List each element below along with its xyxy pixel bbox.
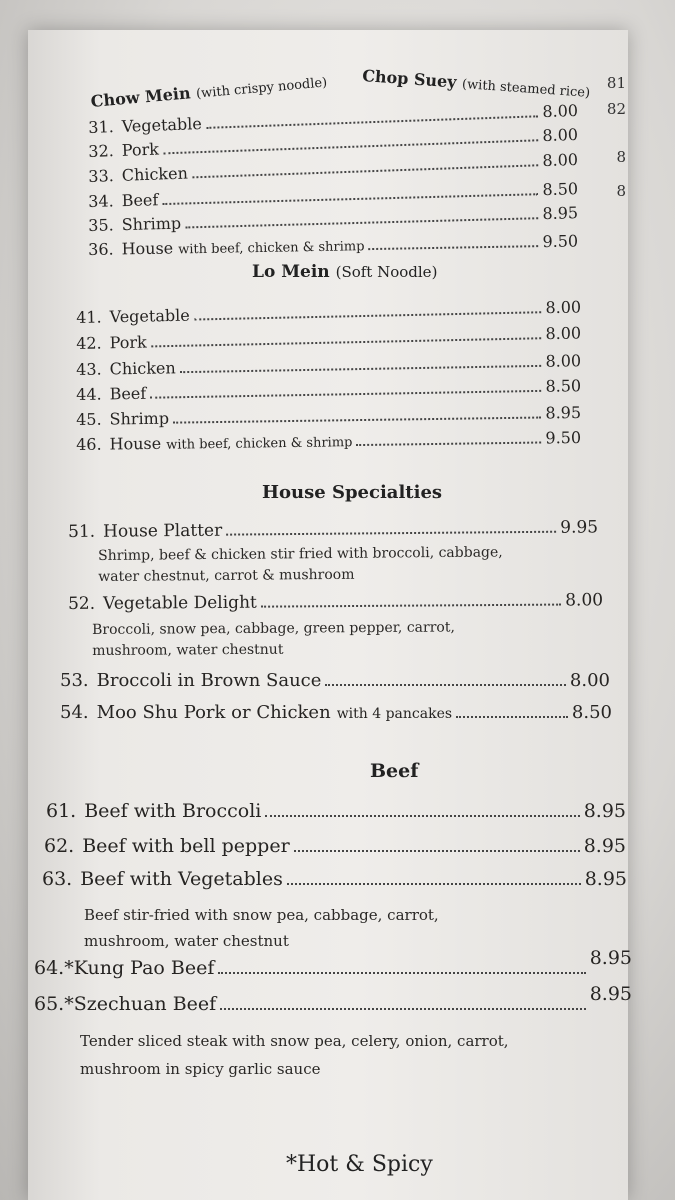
item-51-description (98, 542, 503, 588)
next-page-edge (600, 70, 628, 330)
chop-suey-subtitle: (with steamed rice) (461, 76, 591, 101)
item-52-description (92, 617, 455, 662)
chow-mein-heading (90, 71, 328, 111)
leader-dots (206, 115, 539, 129)
item-price: 8.50 (542, 179, 579, 200)
item-number: 62. (44, 835, 75, 857)
leader-dots (356, 442, 541, 447)
leader-dots (192, 164, 539, 178)
description-line: Broccoli, snow pea, cabbage, green pepper, carrot, (92, 619, 455, 638)
item-number: 52. (68, 593, 96, 614)
menu-item-61 (46, 800, 626, 822)
leader-dots (173, 417, 541, 424)
chop-suey-title: Chop Suey (361, 66, 458, 92)
item-name: Pork (109, 332, 147, 353)
menu-item-43 (76, 351, 581, 379)
menu-item-44 (76, 376, 581, 404)
chop-suey-heading (362, 66, 591, 101)
item-number: 33. (88, 166, 115, 186)
item-price: 8.95 (583, 835, 626, 857)
lo-mein-subtitle: (Soft Noodle) (335, 263, 438, 281)
item-number: 46. (76, 434, 102, 454)
item-name: House Platter (103, 520, 223, 542)
description-line: water chestnut, carrot & mushroom (98, 566, 355, 585)
item-price: 8.00 (545, 323, 582, 344)
item-number: 32. (88, 141, 115, 161)
house-specialties-heading: House Specialties (262, 482, 443, 503)
item-name: Beef with bell pepper (82, 835, 290, 857)
menu-item-54 (60, 702, 612, 723)
leader-dots (220, 1008, 585, 1010)
menu-page (28, 30, 632, 1200)
item-price: 9.50 (542, 231, 579, 252)
leader-dots (287, 883, 581, 885)
item-number: 64. (34, 957, 65, 979)
chow-mein-subtitle: (with crispy noodle) (195, 75, 328, 102)
item-name: Chicken (121, 163, 189, 185)
item-number: 41. (76, 307, 102, 327)
item-name: Beef with Vegetables (80, 868, 283, 890)
leader-dots (261, 604, 561, 608)
leader-dots (325, 684, 566, 686)
item-number: 54. (60, 702, 89, 723)
leader-dots (163, 139, 539, 154)
leader-dots (218, 972, 585, 974)
item-name: Moo Shu Pork or Chicken (96, 702, 331, 723)
edge-number: 81 (606, 74, 626, 92)
leader-dots (456, 716, 568, 718)
item-number: 42. (76, 333, 102, 353)
lo-mein-title: Lo Mein (252, 262, 330, 282)
leader-dots (226, 531, 556, 536)
item-number: 44. (76, 384, 102, 404)
menu-item-53 (60, 670, 610, 691)
item-price: 8.00 (542, 100, 579, 122)
item-number: 61. (46, 800, 77, 822)
item-number: 43. (76, 359, 102, 379)
item-name: House (109, 433, 162, 454)
item-price: 8.00 (542, 124, 579, 146)
item-name: *Szechuan Beef (64, 993, 217, 1015)
edge-number: 82 (606, 100, 626, 118)
leader-dots (151, 337, 542, 347)
item-name-note: with 4 pancakes (336, 706, 453, 722)
edge-number: 8 (616, 148, 626, 166)
menu-item-42 (76, 323, 581, 353)
item-name: Broccoli in Brown Sauce (96, 670, 322, 691)
menu-item-46 (76, 428, 581, 454)
item-number: 51. (68, 521, 96, 542)
menu-item-36 (88, 231, 578, 259)
item-price: 8.95 (545, 402, 582, 423)
item-price: 8.50 (545, 376, 582, 396)
item-price: 8.95 (584, 868, 627, 890)
item-number: 45. (76, 409, 102, 429)
menu-item-41 (76, 297, 581, 327)
menu-item-63 (42, 868, 627, 890)
item-price: 8.00 (542, 149, 579, 171)
leader-dots (185, 217, 538, 228)
item-number: 65. (34, 993, 65, 1015)
item-name: Shrimp (121, 213, 182, 235)
item-number: 36. (88, 239, 114, 259)
item-name: Beef (109, 383, 147, 404)
item-name-note: with beef, chicken & shrimp (178, 239, 365, 258)
menu-item-65 (34, 983, 632, 1015)
item-price: 8.00 (569, 670, 610, 691)
item-name: *Kung Pao Beef (64, 957, 215, 979)
leader-dots (265, 815, 579, 817)
lo-mein-heading (252, 262, 437, 282)
beef-heading: Beef (370, 760, 419, 782)
menu-item-64 (34, 947, 632, 979)
description-line: Shrimp, beef & chicken stir fried with broccoli, cabbage, (98, 544, 503, 564)
edge-number: 8 (616, 182, 626, 200)
item-63-description (84, 902, 439, 954)
item-name-note: with beef, chicken & shrimp (166, 435, 353, 453)
item-name: Chicken (109, 358, 176, 379)
item-price: 8.95 (589, 947, 632, 969)
item-price: 8.95 (583, 800, 626, 822)
description-line: mushroom, water chestnut (92, 641, 284, 659)
item-name: Vegetable (121, 114, 203, 136)
chow-mein-title: Chow Mein (90, 83, 192, 111)
item-name: Shrimp (109, 408, 170, 429)
item-number: 31. (88, 117, 115, 137)
description-line: mushroom in spicy garlic sauce (80, 1060, 321, 1078)
item-price: 8.00 (545, 297, 582, 318)
menu-item-52 (68, 590, 603, 614)
item-number: 53. (60, 670, 89, 691)
item-price: 8.95 (542, 203, 579, 224)
item-name: House (121, 238, 174, 259)
item-name: Vegetable (109, 305, 190, 327)
item-price: 8.50 (571, 702, 612, 723)
menu-item-45 (76, 403, 581, 429)
item-price: 9.50 (545, 427, 582, 448)
hot-spicy-note: *Hot & Spicy (286, 1152, 433, 1177)
description-line: Beef stir-fried with snow pea, cabbage, carrot, (84, 906, 439, 924)
leader-dots (162, 193, 538, 205)
item-price: 8.95 (589, 983, 632, 1005)
description-line: Tender sliced steak with snow pea, celery, onion, carrot, (80, 1032, 509, 1050)
item-price: 8.00 (545, 351, 582, 371)
item-name: Beef (121, 190, 159, 211)
menu-item-62 (44, 835, 626, 857)
leader-dots (180, 365, 542, 373)
item-65-description (80, 1027, 509, 1083)
item-name: Vegetable Delight (103, 592, 257, 614)
item-price: 9.95 (560, 517, 599, 538)
menu-item-51 (68, 517, 598, 542)
item-number: 35. (88, 215, 114, 235)
leader-dots (368, 245, 538, 250)
item-number: 63. (42, 868, 73, 890)
item-name: Pork (121, 139, 160, 160)
item-price: 8.00 (565, 590, 604, 611)
leader-dots (194, 311, 542, 320)
item-name: Beef with Broccoli (84, 800, 262, 822)
leader-dots (150, 390, 541, 399)
description-line: mushroom, water chestnut (84, 932, 289, 950)
item-number: 34. (88, 191, 114, 211)
leader-dots (294, 850, 580, 852)
